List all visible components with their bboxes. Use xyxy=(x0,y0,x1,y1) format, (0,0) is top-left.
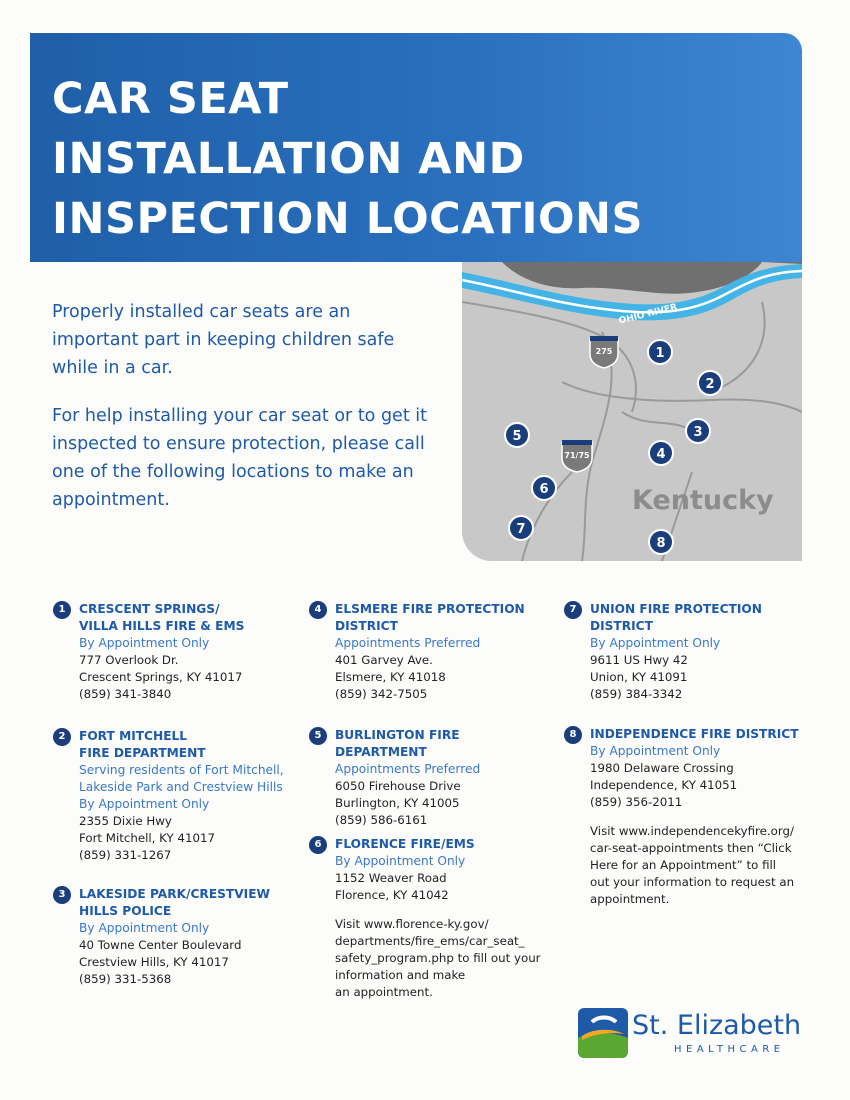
location-entry-2 xyxy=(58,728,314,864)
location-address: 6050 Firehouse Drive Burlington, KY 41005 (859) 586-6161 xyxy=(335,779,461,827)
location-badge-3: 3 xyxy=(53,886,71,904)
logo-subtitle: HEALTHCARE xyxy=(674,1044,785,1055)
state-label: Kentucky xyxy=(632,485,774,516)
intro-paragraph-1: Properly installed car seats are an important part in keeping children safe while in a car. xyxy=(52,302,395,378)
st-elizabeth-logo-mark-icon xyxy=(578,1008,628,1058)
location-badge-7: 7 xyxy=(564,601,582,619)
location-name: INDEPENDENCE FIRE DISTRICT xyxy=(590,727,799,741)
location-entry-7 xyxy=(569,601,810,703)
location-entry-6 xyxy=(314,836,570,1001)
logo-name: St. Elizabeth xyxy=(632,1010,802,1041)
map-marker-label-4: 4 xyxy=(656,447,666,462)
location-note: By Appointment Only xyxy=(590,636,721,650)
title-line-1: CAR SEAT xyxy=(52,74,289,124)
location-entry-8 xyxy=(569,726,815,908)
location-address: 777 Overlook Dr. Crescent Springs, KY 41017 (859) 341-3840 xyxy=(79,653,243,701)
map-marker-label-3: 3 xyxy=(693,425,703,440)
location-note: By Appointment Only xyxy=(79,921,210,935)
location-note: Serving residents of Fort Mitchell, Lakeside Park and Crestview Hills By Appointment Only xyxy=(79,763,284,811)
st-elizabeth-logo xyxy=(578,1008,806,1060)
intro-paragraph-2: For help installing your car seat or to get it inspected to ensure protection, please call one of the following locations to make an appointment. xyxy=(52,406,427,510)
location-name: ELSMERE FIRE PROTECTION DISTRICT xyxy=(335,602,525,633)
location-badge-8: 8 xyxy=(564,726,582,744)
location-badge-5: 5 xyxy=(309,727,327,745)
location-badge-1: 1 xyxy=(53,601,71,619)
page-title xyxy=(52,69,643,249)
location-address: 9611 US Hwy 42 Union, KY 41091 (859) 384-3342 xyxy=(590,653,688,701)
location-note: Appointments Preferred xyxy=(335,636,481,650)
title-line-2: INSTALLATION AND xyxy=(52,134,525,184)
map-marker-label-6: 6 xyxy=(539,482,549,497)
location-badge-6: 6 xyxy=(309,836,327,854)
location-instructions: Visit www.independencekyfire.org/ car-seat-appointments then “Click Here for an Appointment” to fill out your information to request an appointment. xyxy=(590,824,795,906)
map-marker-label-1: 1 xyxy=(655,346,665,361)
location-name: CRESCENT SPRINGS/ VILLA HILLS FIRE & EMS xyxy=(79,602,245,633)
location-entry-4 xyxy=(314,601,570,703)
location-entry-1 xyxy=(58,601,314,703)
location-address: 401 Garvey Ave. Elsmere, KY 41018 (859) 342-7505 xyxy=(335,653,446,701)
location-note: Appointments Preferred xyxy=(335,762,481,776)
location-note: By Appointment Only xyxy=(335,854,466,868)
location-entry-3 xyxy=(58,886,314,988)
map-marker-label-2: 2 xyxy=(705,377,715,392)
highway-label-71-75: 71/75 xyxy=(564,451,590,460)
map-graphic xyxy=(462,262,802,561)
map-marker-label-7: 7 xyxy=(516,522,526,537)
location-instructions: Visit www.florence-ky.gov/ departments/fire_ems/car_seat_ safety_program.php to fill out your information and make an appointment. xyxy=(335,917,541,999)
location-name: LAKESIDE PARK/CRESTVIEW HILLS POLICE xyxy=(79,887,270,918)
location-badge-4: 4 xyxy=(309,601,327,619)
location-address: 1152 Weaver Road Florence, KY 41042 xyxy=(335,871,449,902)
location-note: By Appointment Only xyxy=(79,636,210,650)
map-marker-label-8: 8 xyxy=(656,536,666,551)
highway-label-275: 275 xyxy=(595,347,613,356)
map-marker-label-5: 5 xyxy=(512,429,522,444)
location-address: 2355 Dixie Hwy Fort Mitchell, KY 41017 (859) 331-1267 xyxy=(79,814,215,862)
location-badge-2: 2 xyxy=(53,728,71,746)
location-name: BURLINGTON FIRE DEPARTMENT xyxy=(335,728,460,759)
location-name: FLORENCE FIRE/EMS xyxy=(335,837,475,851)
location-address: 40 Towne Center Boulevard Crestview Hills, KY 41017 (859) 331-5368 xyxy=(79,938,242,986)
river-label: OHIO RIVER xyxy=(617,302,679,327)
location-entry-5 xyxy=(314,727,555,829)
location-map xyxy=(462,262,802,561)
title-line-3: INSPECTION LOCATIONS xyxy=(52,194,644,244)
title-banner xyxy=(30,33,802,262)
location-note: By Appointment Only xyxy=(590,744,721,758)
location-name: FORT MITCHELL FIRE DEPARTMENT xyxy=(79,729,206,760)
location-name: UNION FIRE PROTECTION DISTRICT xyxy=(590,602,762,633)
location-address: 1980 Delaware Crossing Independence, KY 41051 (859) 356-2011 xyxy=(590,761,738,809)
